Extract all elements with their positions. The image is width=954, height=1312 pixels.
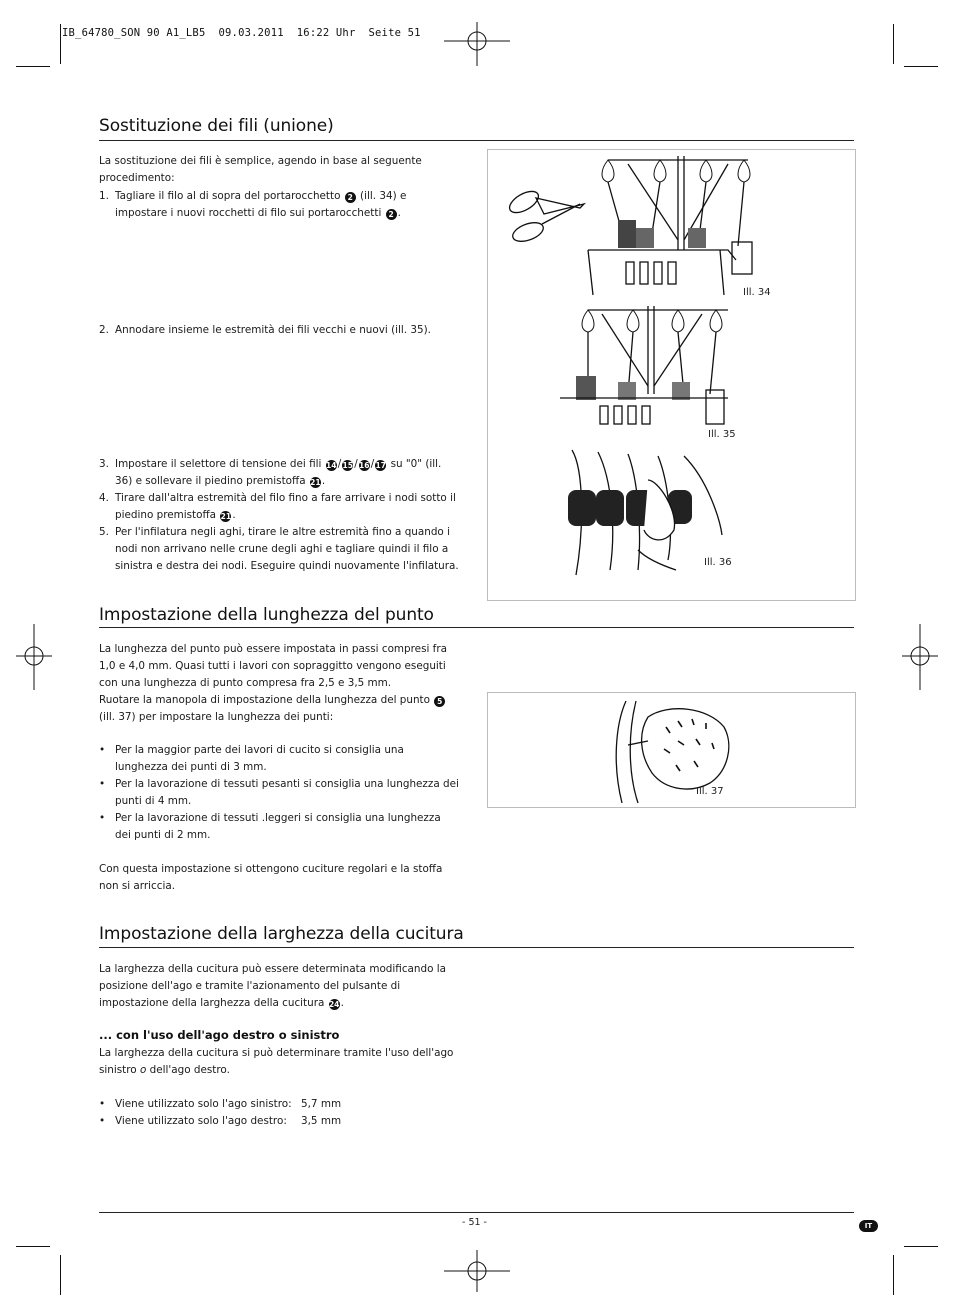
- caption-ill-36: Ill. 36: [704, 557, 732, 568]
- subsection-title-needle: ... con l'uso dell'ago destro o sinistro: [99, 1028, 340, 1042]
- section-title-stitch-length: Impostazione della lunghezza del punto: [99, 605, 434, 625]
- section-rule: [99, 627, 854, 628]
- bullet-item: • Per la maggior parte dei lavori di cucito si consiglia una lunghezza dei punti di 3 mm.: [99, 744, 404, 773]
- bullet-left-needle: • Viene utilizzato solo l'ago sinistro: 5,7 mm: [99, 1096, 499, 1113]
- scissors-icon: [506, 187, 584, 245]
- seam-width-paragraph: La larghezza della cucitura può essere determinata modificando la posizione dell'ago e tramite l'azionamento del pulsante di impostazione della larghezza della cucitura 24.: [99, 963, 447, 1009]
- language-badge: IT: [859, 1220, 878, 1232]
- illustration-stitch-length-knob: [488, 693, 855, 807]
- bullet-right-needle: • Viene utilizzato solo l'ago destro: 3,5 mm: [99, 1113, 499, 1130]
- illustration-thread-stand: [488, 150, 855, 600]
- step-3: 3. Impostare il selettore di tensione dei fili 14/15/16/17 su "0" (ill. 36) e sollevare il piedino premistoffa 21.: [99, 458, 442, 487]
- stitch-length-instruction: Ruotare la manopola di impostazione della lunghezza del punto 5 (ill. 37) per impostare la lunghezza dei punti:: [99, 692, 451, 726]
- figure-panel-37: [487, 692, 856, 808]
- step-1: 1. Tagliare il filo al di sopra del portarocchetto 2 (ill. 34) e impostare i nuovi rocchetti di filo sui portarocchetti 2 .: [99, 190, 407, 219]
- left-needle-value: 5,7 mm: [301, 1098, 342, 1110]
- right-needle-value: 3,5 mm: [301, 1115, 342, 1127]
- page-number: - 51 -: [462, 1217, 487, 1228]
- caption-ill-37: Ill. 37: [696, 786, 724, 797]
- stitch-length-paragraph: La lunghezza del punto può essere impostata in passi compresi fra 1,0 e 4,0 mm. Quasi tutti i lavori con sopraggitto vengono eseguiti con una lunghezza di punto compresa fra 2,5 e 3,5 mm.: [99, 643, 447, 689]
- section-rule: [99, 947, 854, 948]
- section-title-seam-width: Impostazione della larghezza della cucitura: [99, 924, 464, 944]
- bullet-item: • Per la lavorazione di tessuti .leggeri si consiglia una lunghezza dei punti di 2 mm.: [99, 812, 441, 841]
- stitch-length-result: Con questa impostazione si ottengono cuciture regolari e la stoffa non si arriccia.: [99, 863, 443, 892]
- needle-paragraph: La larghezza della cucitura si può determinare tramite l'uso dell'ago sinistro o dell'ago destro.: [99, 1047, 454, 1076]
- step-5: 5. Per l'infilatura negli aghi, tirare le altre estremità fino a quando i nodi non arrivano nelle crune degli aghi e tagliare quindi il filo a sinistra e destra dei nodi. Eseguire quindi nuovamente l'infilatura.: [99, 526, 459, 572]
- ref-number: 2: [345, 192, 356, 203]
- section-rule: [99, 140, 854, 141]
- step-number: 1.: [99, 190, 109, 202]
- intro-paragraph: La sostituzione dei fili è semplice, agendo in base al seguente procedimento:: [99, 155, 422, 184]
- footer-rule: [99, 1212, 854, 1213]
- ref-number: 2: [386, 209, 397, 220]
- print-slug: IB_64780_SON 90 A1_LB5 09.03.2011 16:22 Uhr Seite 51: [62, 27, 421, 39]
- caption-ill-34: Ill. 34: [743, 287, 771, 298]
- figure-panel-34-36: [487, 149, 856, 601]
- step-2: 2. Annodare insieme le estremità dei fili vecchi e nuovi (ill. 35).: [99, 324, 431, 336]
- section-title-thread-change: Sostituzione dei fili (unione): [99, 116, 334, 136]
- step-4: 4. Tirare dall'altra estremità del filo fino a fare arrivare i nodi sotto il piedino premistoffa 21.: [99, 492, 456, 521]
- caption-ill-35: Ill. 35: [708, 429, 736, 440]
- bullet-item: • Per la lavorazione di tessuti pesanti si consiglia una lunghezza dei punti di 4 mm.: [99, 778, 459, 807]
